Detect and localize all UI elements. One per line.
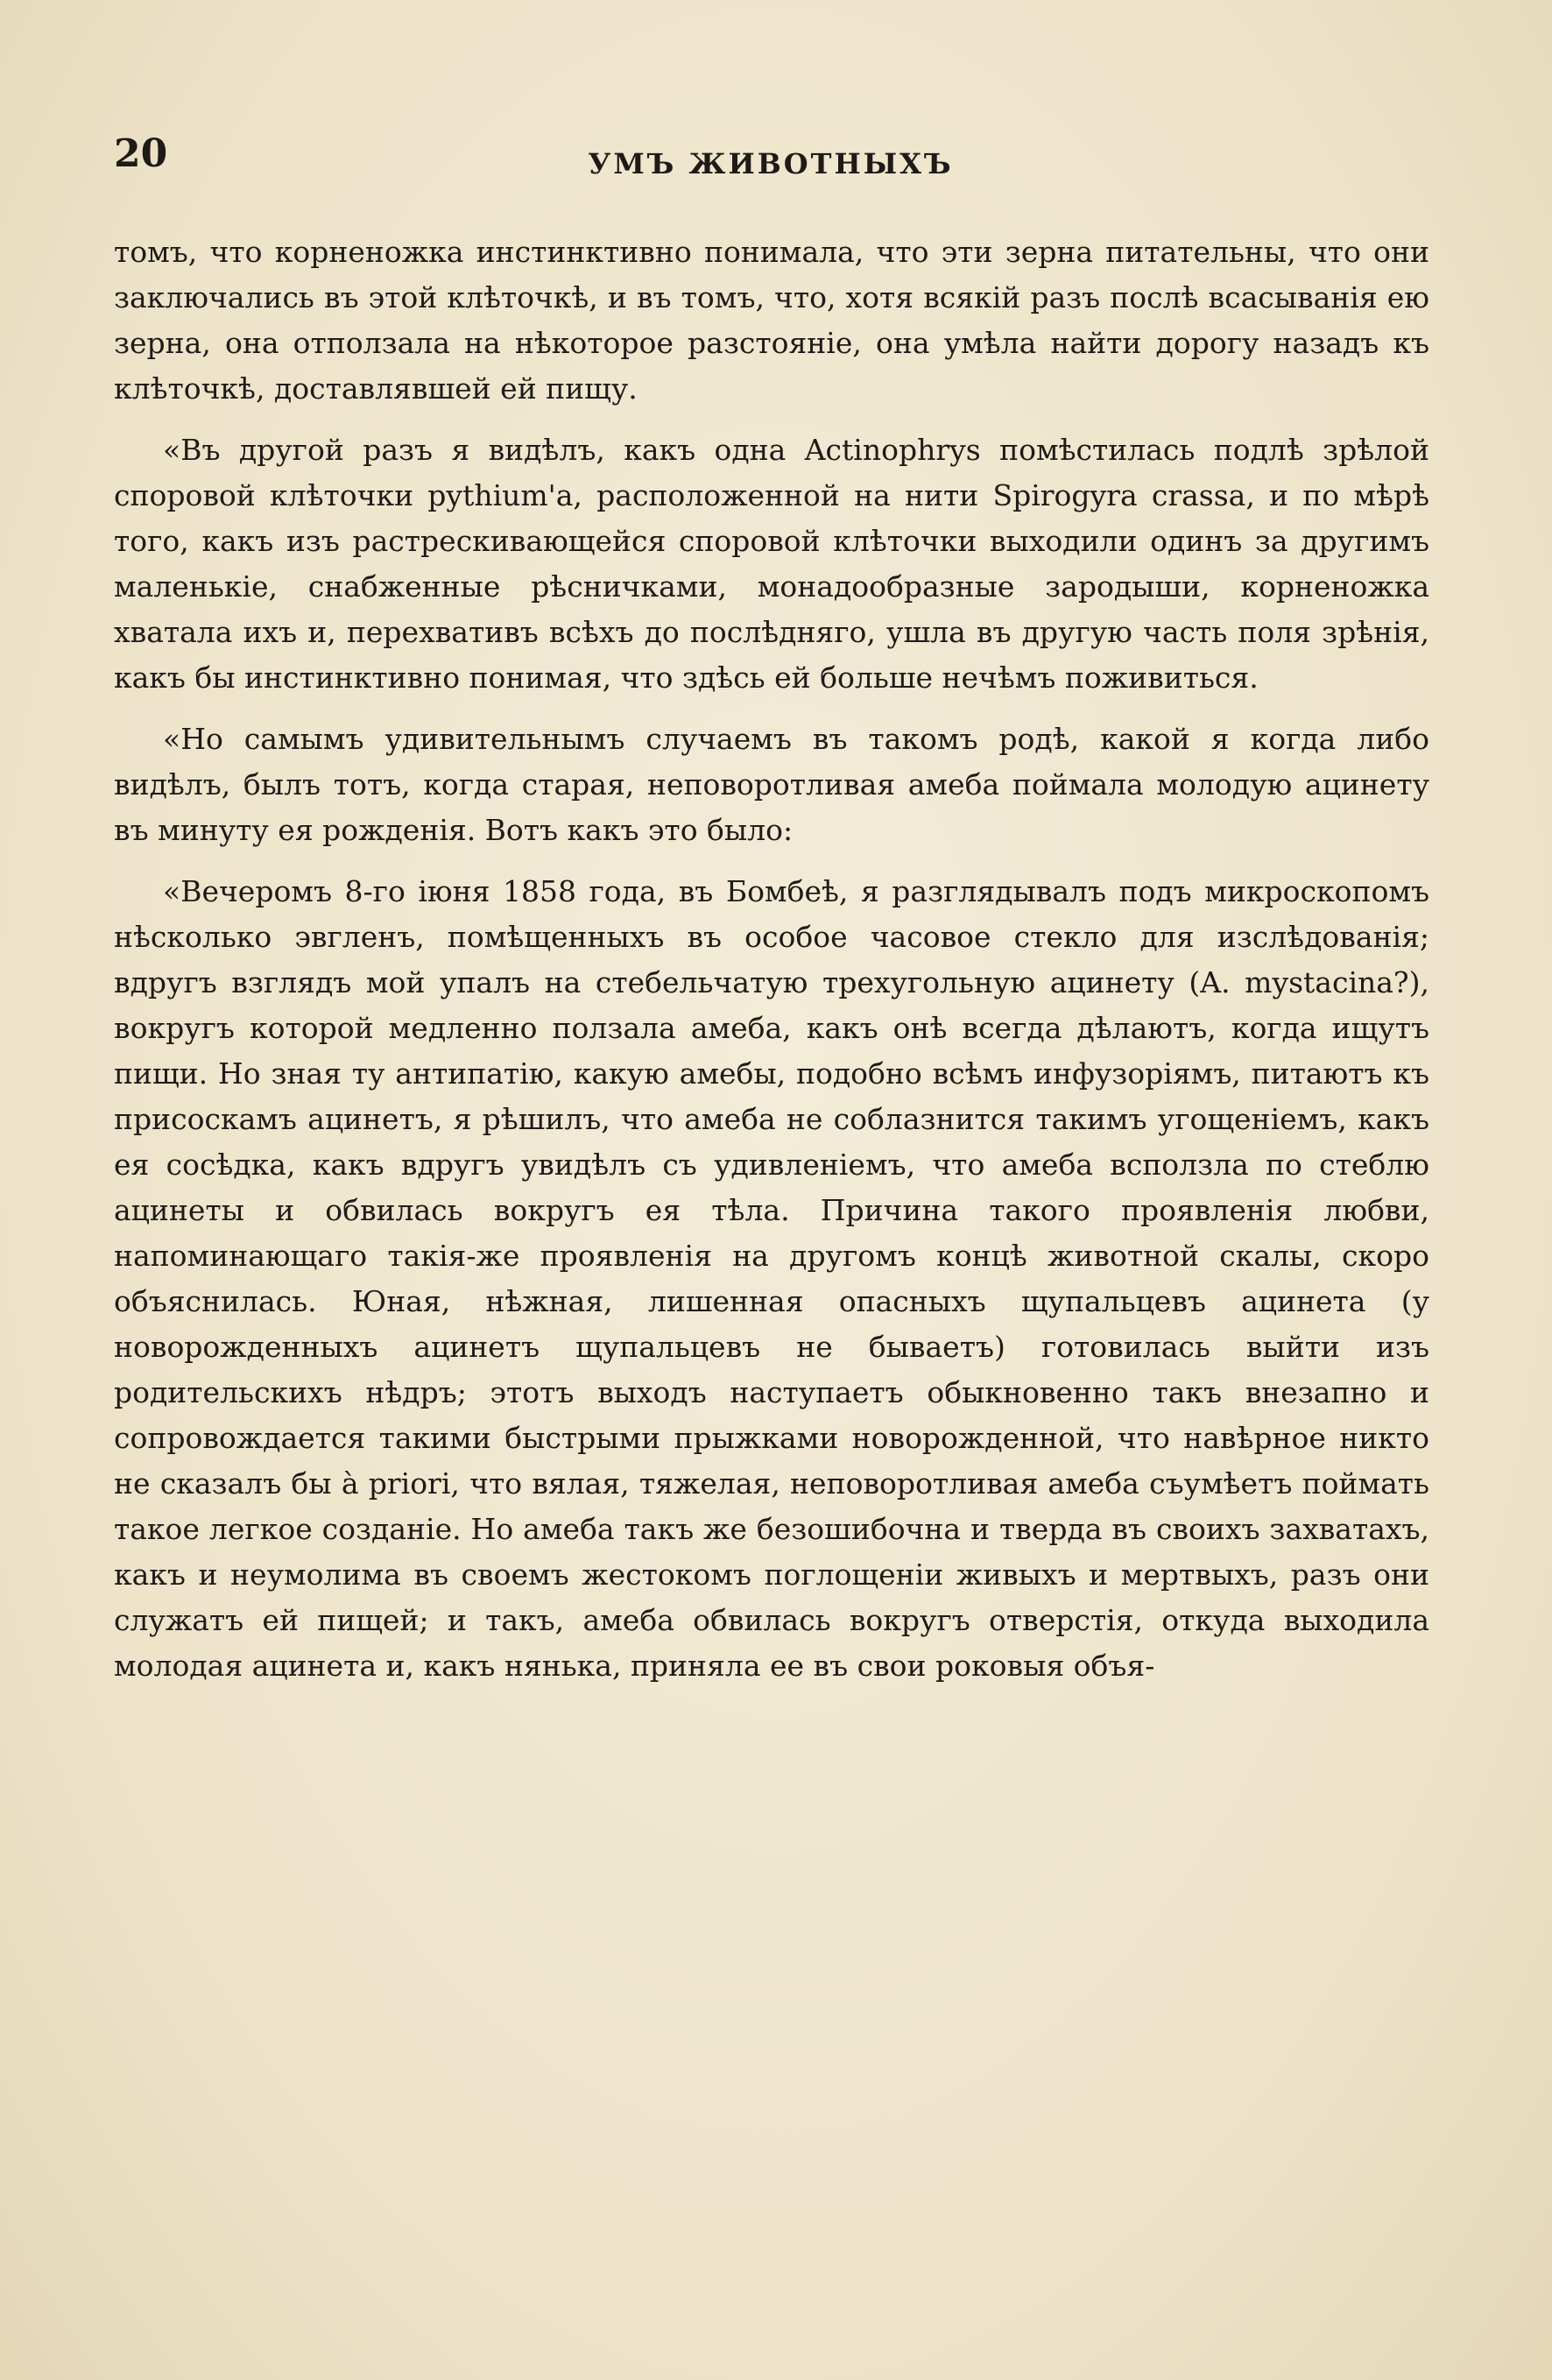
page-number: 20 xyxy=(114,131,168,176)
paragraph-amoeba-intro: «Но самымъ удивительнымъ случаемъ въ такомъ родѣ, какой я когда либо видѣлъ, былъ тотъ, когда старая, неповоротливая амеба поймала молодую ацинету въ минуту ея рожденія. Вотъ какъ это было: xyxy=(114,722,1429,847)
running-title: УМЪ ЖИВОТНЫХЪ xyxy=(588,147,954,180)
paragraph-continuation: томъ, что корненожка инстинктивно понимала, что эти зерна питательны, что они заключались въ этой клѣточкѣ, и въ томъ, что, хотя всякій разъ послѣ всасыванія ею зерна, она отползала на нѣкоторое разстояніе, она умѣла найти дорогу назадъ къ клѣточкѣ, доставлявшей ей пищу. xyxy=(114,235,1429,406)
paragraph-actinophrys: «Въ другой разъ я видѣлъ, какъ одна Actinophrys помѣстилась подлѣ зрѣлой споровой клѣточки pythium'а, расположенной на нити Spirogyra crassa, и по мѣрѣ того, какъ изъ растрескивающейся споровой клѣточки выходили одинъ за другимъ маленькіе, снабженные рѣсничками, монадообразные зародыши, корненожка хватала ихъ и, перехвативъ всѣхъ до послѣдняго, ушла въ другую часть поля зрѣнія, какъ бы инстинктивно понимая, что здѣсь ей больше нечѣмъ поживиться. xyxy=(114,433,1429,695)
paragraph-bombay-observation: «Вечеромъ 8-го іюня 1858 года, въ Бомбеѣ, я разглядывалъ подъ микроскопомъ нѣсколько эвгленъ, помѣщенныхъ въ особое часовое стекло для изслѣдованія; вдругъ взглядъ мой упалъ на стебельчатую трехугольную ацинету (A. mystacina?), вокругъ которой медленно ползала амеба, какъ онѣ всегда дѣлаютъ, когда ищутъ пищи. Но зная ту антипатію, какую амебы, подобно всѣмъ инфузоріямъ, питаютъ къ присоскамъ ацинетъ, я рѣшилъ, что амеба не соблазнится такимъ угощеніемъ, какъ ея сосѣдка, какъ вдругъ увидѣлъ съ удивленіемъ, что амеба всползла по стеблю ацинеты и обвилась вокругъ ея тѣла. Причина такого проявленія любви, напоминающаго такія-же проявленія на другомъ концѣ животной скалы, скоро объяснилась. Юная, нѣжная, лишенная опасныхъ щупальцевъ ацинета (у новорожденныхъ ацинетъ щупальцевъ не бываетъ) готовилась выйти изъ родительскихъ нѣдръ; этотъ выходъ наступаетъ обыкновенно такъ внезапно и сопровождается такими быстрыми прыжками новорожденной, что навѣрное никто не сказалъ бы à priori, что вялая, тяжелая, неповоротливая амеба съумѣетъ поймать такое легкое созданіе. Но амеба такъ же безошибочна и тверда въ своихъ захватахъ, какъ и неумолима въ своемъ жестокомъ поглощеніи живыхъ и мертвыхъ, разъ они служатъ ей пищей; и такъ, амеба обвилась вокругъ отверстія, откуда выходила молодая ацинета и, какъ нянька, приняла ее въ свои роковыя объя- xyxy=(114,874,1429,1683)
running-head xyxy=(114,131,1428,193)
body-text xyxy=(114,230,1429,1705)
